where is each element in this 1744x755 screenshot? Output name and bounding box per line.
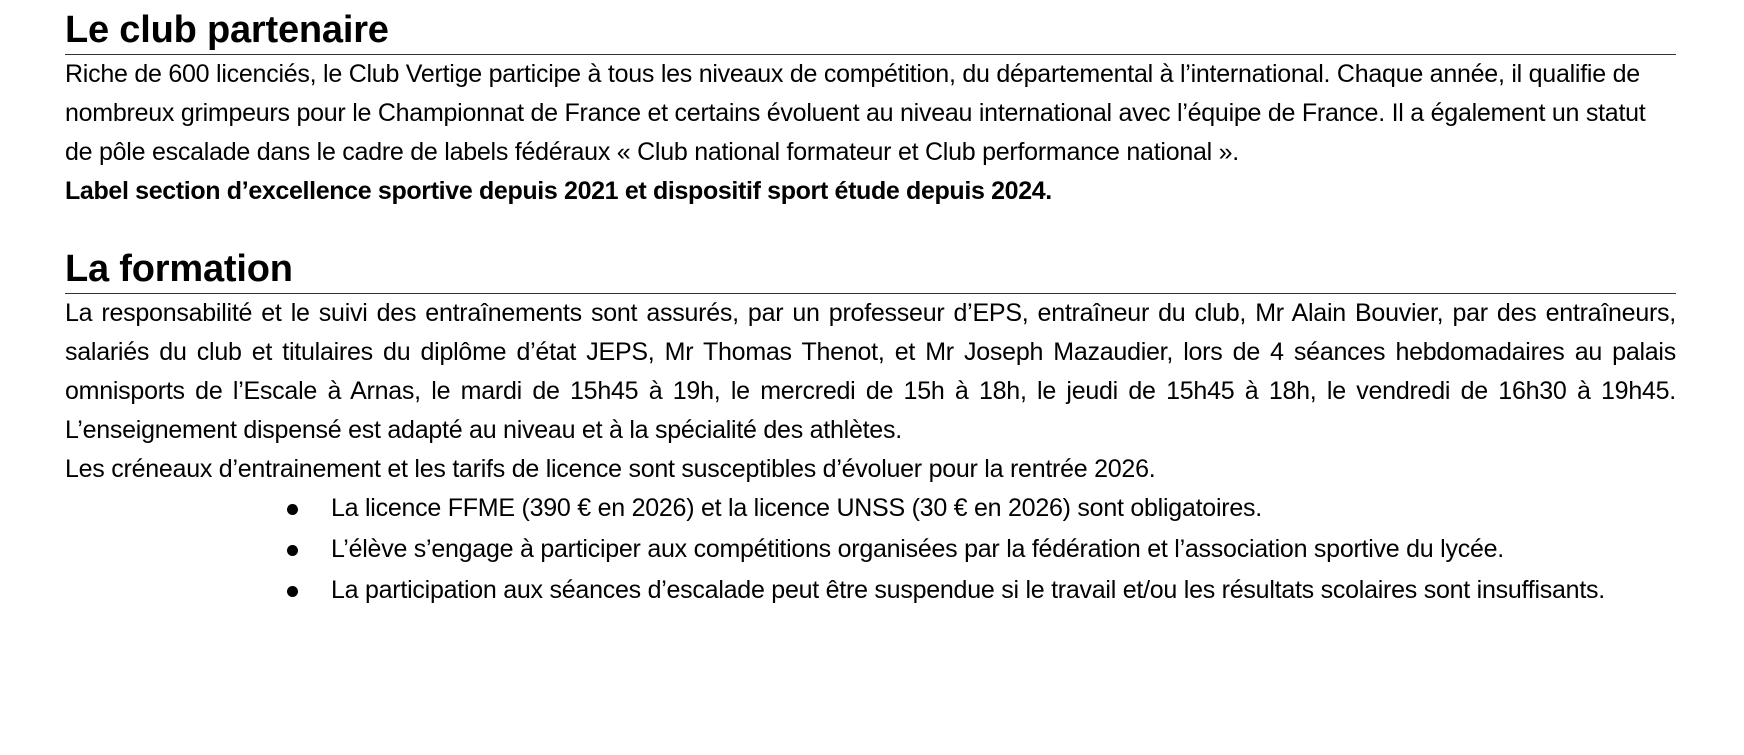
list-item bbox=[287, 571, 1676, 610]
section-heading: Le club partenaire bbox=[65, 6, 1676, 55]
section-formation bbox=[65, 245, 1676, 610]
section-club-partenaire bbox=[65, 6, 1676, 211]
section-paragraph: Riche de 600 licenciés, le Club Vertige participe à tous les niveaux de compétition, du départemental à l’international. Chaque année, il qualifie de nombreux grimpeurs pour le Championnat de France et certains évoluent au niveau international avec l’équipe de France. Il a également un statut de pôle escalade dans le cadre de labels fédéraux « Club national formateur et Club performance national ». bbox=[65, 60, 1646, 166]
document-page bbox=[65, 6, 1676, 612]
bullet-icon bbox=[287, 504, 298, 515]
section-paragraph: La responsabilité et le suivi des entraînements sont assurés, par un professeur d’EPS, entraîneur du club, Mr Alain Bouvier, par des entraîneurs, salariés du club et titulaires du diplôme d’état JEPS, Mr Thomas Thenot, et Mr Joseph Mazaudier, lors de 4 séances hebdomadaires au palais omnisports de l’Escale à Arnas, le mardi de 15h45 à 19h, le mercredi de 15h à 18h, le jeudi de 15h45 à 18h, le vendredi de 16h30 à 19h45. L’enseignement dispensé est adapté au niveau et à la spécialité des athlètes. bbox=[65, 299, 1676, 444]
bullet-list bbox=[287, 489, 1676, 610]
section-spacer bbox=[65, 211, 1676, 245]
bullet-icon bbox=[287, 586, 298, 597]
list-item bbox=[287, 530, 1676, 569]
bullet-icon bbox=[287, 545, 298, 556]
list-item-text: L’élève s’engage à participer aux compétitions organisées par la fédération et l’association sportive du lycée. bbox=[331, 535, 1504, 563]
list-item-text: La participation aux séances d’escalade peut être suspendue si le travail et/ou les résultats scolaires sont insuffisants. bbox=[331, 576, 1605, 604]
section-paragraph-note: Les créneaux d’entrainement et les tarifs de licence sont susceptibles d’évoluer pour la rentrée 2026. bbox=[65, 455, 1156, 483]
label-statement: Label section d’excellence sportive depuis 2021 et dispositif sport étude depuis 2024. bbox=[65, 177, 1052, 205]
section-heading: La formation bbox=[65, 245, 1676, 294]
list-item bbox=[287, 489, 1676, 528]
list-item-text: La licence FFME (390 € en 2026) et la licence UNSS (30 € en 2026) sont obligatoires. bbox=[331, 494, 1262, 522]
